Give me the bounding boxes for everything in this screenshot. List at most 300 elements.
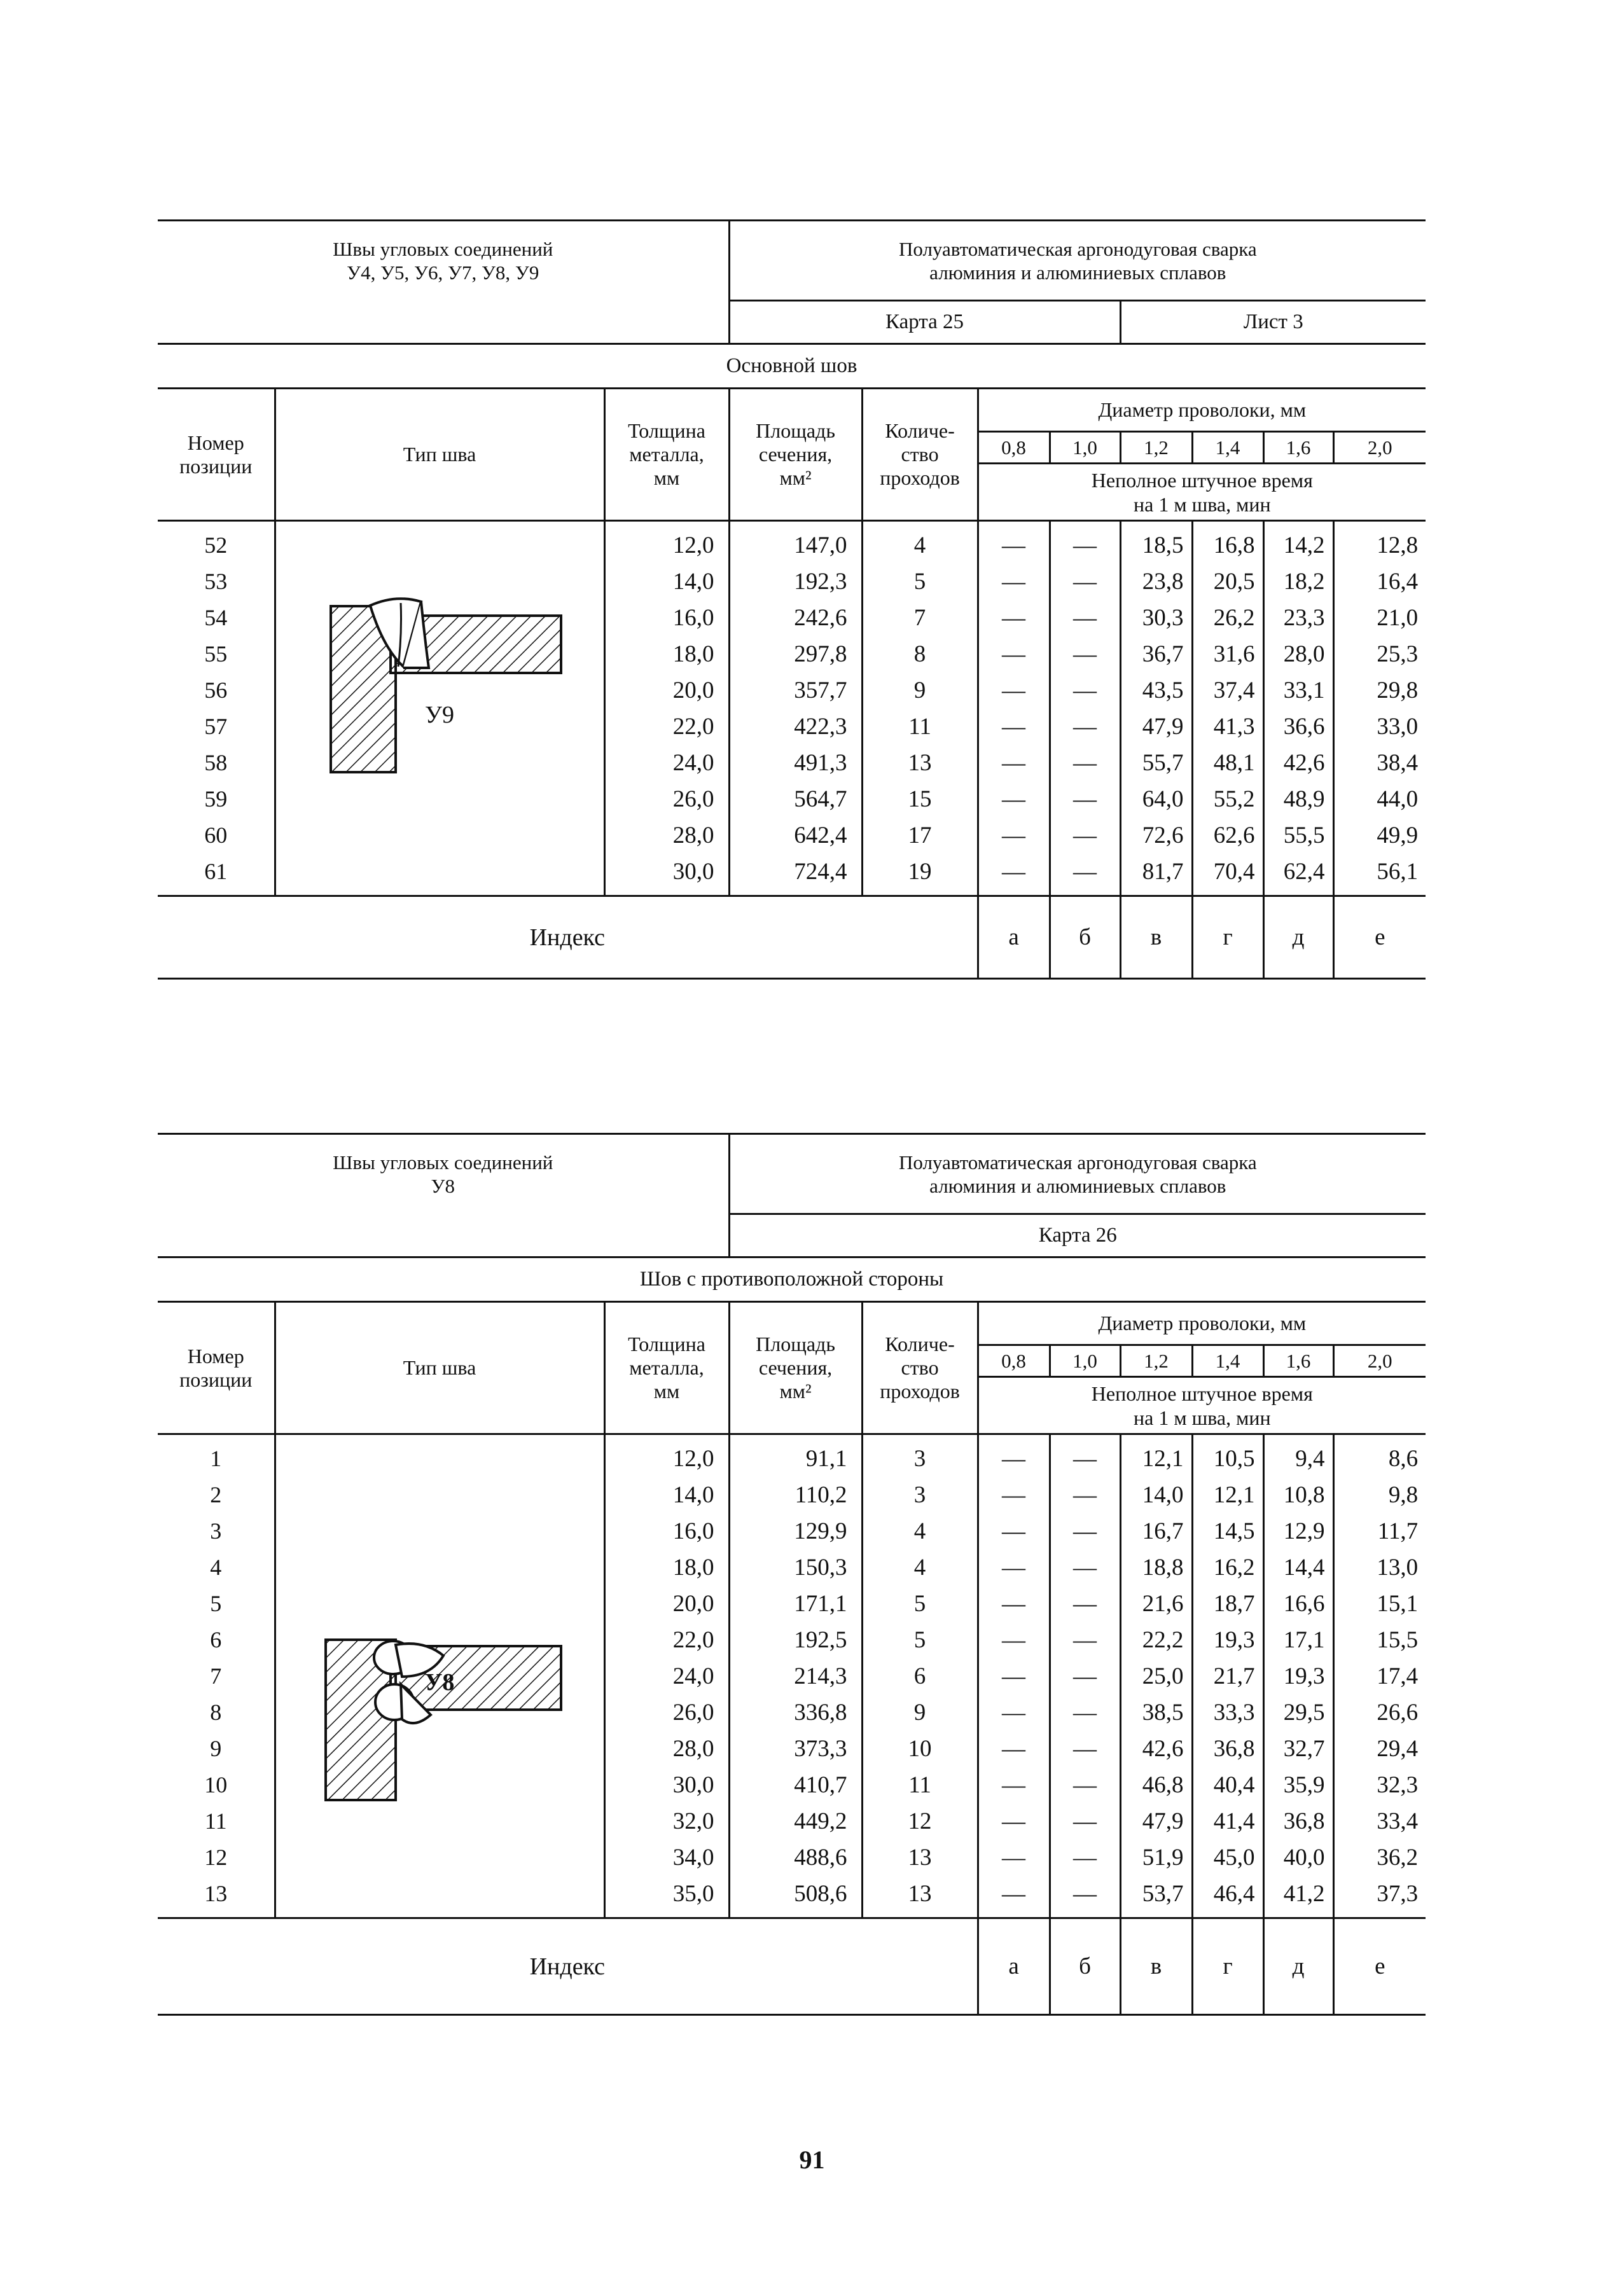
diameter-1-0: 1,0 [1050,432,1120,464]
table-cell: 12 [908,1808,932,1834]
table-cell: 13 [204,1880,228,1906]
table-cell: 53,7 [1142,1880,1184,1907]
table-cell: 18,8 [1142,1554,1184,1581]
table-cell: 129,9 [794,1518,847,1544]
area-column [729,521,862,896]
table-cell: 53 [204,568,228,594]
table-cell: 23,3 [1283,604,1325,631]
table-cell: 81,7 [1142,858,1184,885]
table-cell: 12,1 [1142,1445,1184,1472]
table-cell: 3 [913,1445,926,1472]
time-column-1-6 [1263,521,1333,896]
table-cell: 56 [204,677,228,703]
table-cell: 13,0 [1377,1554,1419,1581]
index-row [158,1918,1426,2015]
table-cell: 22,0 [672,1626,714,1653]
table-cell: 22,0 [672,713,714,740]
table-cell: 30,0 [672,858,714,885]
table-cell: 5 [210,1590,222,1616]
table-cell: 37,4 [1213,677,1255,703]
col-position-header: Номер позиции [158,1302,275,1434]
table-cell: 61 [204,858,228,884]
table-cell: 35,0 [672,1880,714,1907]
table-cell: 55,2 [1213,786,1255,812]
table-cell: 171,1 [794,1590,847,1617]
diameter-1-6: 1,6 [1263,432,1333,464]
table-cell: 9 [210,1735,222,1761]
table-cell: — [1073,1626,1097,1653]
table-cell: — [1002,1844,1026,1871]
col-position-header: Номер позиции [158,389,275,521]
table-cell: 14,0 [672,1481,714,1508]
position-column [158,1434,275,1918]
diameter-2-0: 2,0 [1333,1345,1426,1377]
table-cell: 33,1 [1283,677,1325,703]
table-cell: — [1002,1445,1026,1472]
table-cell: 147,0 [794,532,847,558]
table-cell: — [1002,1554,1026,1581]
table-cell: 14,0 [1142,1481,1184,1508]
table-cell: 373,3 [794,1735,847,1762]
table-cell: 30,0 [672,1771,714,1798]
table-cell: 110,2 [795,1481,847,1508]
table-cell: — [1002,822,1026,849]
table-cell: 26,2 [1213,604,1255,631]
table-cell: — [1002,1626,1026,1653]
card-25-table [158,219,1426,980]
card-25-number: Карта 25 [729,301,1120,344]
table-cell: — [1002,1699,1026,1726]
table-cell: 59 [204,786,228,812]
index-v: в [1120,1918,1192,2015]
table-cell: 12,0 [672,1445,714,1472]
time-column-1-2 [1120,521,1192,896]
weld-type-cell [275,521,604,896]
table-cell: 55 [204,641,228,667]
table-cell: 10,5 [1213,1445,1255,1472]
table-cell: 34,0 [672,1844,714,1871]
table-cell: 19,3 [1213,1626,1255,1653]
index-a: а [978,1918,1050,2015]
table-cell: 45,0 [1213,1844,1255,1871]
card-25-process-line1: Полуавтоматическая аргонодуговая сварка [898,237,1257,260]
table-cell: 5 [913,1590,926,1617]
table-cell: 18,0 [672,641,714,667]
table-cell: 242,6 [794,604,847,631]
table-cell: 33,4 [1377,1808,1419,1834]
table-cell: — [1073,641,1097,667]
table-cell: 13 [908,1844,932,1871]
weld-cross-section-icon [319,597,567,787]
table-cell: 20,0 [672,677,714,703]
table-cell: 42,6 [1142,1735,1184,1762]
col-passes-header: Количе- ство проходов [862,389,978,521]
table-cell: — [1073,713,1097,740]
table-cell: 5 [913,1626,926,1653]
table-cell: 14,4 [1283,1554,1325,1581]
table-cell: 16,0 [672,604,714,631]
table-cell: 491,3 [794,749,847,776]
table-cell: 16,6 [1283,1590,1325,1617]
table-cell: 8 [210,1699,222,1725]
table-cell: — [1002,713,1026,740]
table-cell: 32,0 [672,1808,714,1834]
table-cell: 62,6 [1213,822,1255,849]
table-cell: 17,4 [1377,1663,1419,1689]
table-cell: 18,0 [672,1554,714,1581]
table-cell: 26,6 [1377,1699,1419,1726]
index-e: е [1333,1918,1426,2015]
table-cell: 22,2 [1142,1626,1184,1653]
area-column [729,1434,862,1918]
table-cell: 15 [908,786,932,812]
table-cell: 9,8 [1388,1481,1419,1508]
table-cell: 24,0 [672,1663,714,1689]
table-cell: 8 [913,641,926,667]
table-cell: 3 [913,1481,926,1508]
table-cell: 19 [908,858,932,885]
table-cell: — [1073,1554,1097,1581]
table-cell: — [1073,1844,1097,1871]
card-26-seam-title-line1: Швы угловых соединений [333,1151,553,1174]
table-cell: 4 [913,1518,926,1544]
time-column-1-0 [1050,521,1120,896]
table-cell: 18,5 [1142,532,1184,558]
table-cell: — [1002,858,1026,885]
card-25 [158,219,1426,980]
table-cell: — [1073,822,1097,849]
card-26-data-block [158,1434,1426,1918]
table-cell: 12,8 [1377,532,1419,558]
index-b: б [1050,1918,1120,2015]
diameter-1-2: 1,2 [1120,432,1192,464]
table-cell: 12 [204,1844,228,1870]
card-25-process-line2: алюминия и алюминиевых сплавов [929,261,1226,284]
table-cell: 32,7 [1283,1735,1325,1762]
col-diameter-caption: Диаметр проволоки, мм [978,389,1426,432]
table-cell: 70,4 [1213,858,1255,885]
table-cell: 3 [210,1518,222,1544]
weld-cross-section-icon [319,1621,567,1811]
table-cell: 52 [204,532,228,558]
time-column-1-2 [1120,1434,1192,1918]
table-cell: 488,6 [794,1844,847,1871]
table-cell: 14,2 [1283,532,1325,558]
index-g: г [1192,896,1263,979]
table-cell: — [1002,568,1026,595]
index-label: Индекс [158,1918,978,2015]
table-cell: 28,0 [1283,641,1325,667]
table-cell: — [1002,532,1026,558]
table-cell: 11,7 [1377,1518,1419,1544]
table-cell: 44,0 [1377,786,1419,812]
index-b: б [1050,896,1120,979]
col-thickness-header: Толщина металла, мм [604,389,729,521]
card-26-seam-title-line2: У8 [431,1175,455,1198]
index-label: Индекс [158,896,978,979]
table-cell: — [1073,532,1097,558]
card-26-table [158,1133,1426,2016]
time-column-2-0 [1333,521,1426,896]
table-cell: 14,0 [672,568,714,595]
table-cell: 54 [204,604,228,630]
table-cell: — [1002,1808,1026,1834]
table-cell: — [1002,677,1026,703]
table-cell: 449,2 [794,1808,847,1834]
table-cell: 30,3 [1142,604,1184,631]
table-cell: 56,1 [1377,858,1419,885]
col-time-caption: Неполное штучное время на 1 м шва, мин [1091,468,1313,516]
col-diameter-caption: Диаметр проволоки, мм [978,1302,1426,1345]
table-cell: 9 [913,1699,926,1726]
thickness-column [604,1434,729,1918]
table-cell: 11 [204,1808,227,1834]
table-cell: 36,7 [1142,641,1184,667]
table-cell: — [1073,568,1097,595]
table-cell: 6 [913,1663,926,1689]
table-cell: 51,9 [1142,1844,1184,1871]
table-cell: 31,6 [1213,641,1255,667]
index-row [158,896,1426,979]
time-column-1-0 [1050,1434,1120,1918]
table-cell: 13 [908,1880,932,1907]
table-cell: 46,8 [1142,1771,1184,1798]
table-cell: 16,2 [1213,1554,1255,1581]
card-25-section-title: Основной шов [158,344,1426,389]
table-cell: — [1073,1590,1097,1617]
passes-column [862,1434,978,1918]
table-cell: 16,0 [672,1518,714,1544]
table-cell: — [1073,1481,1097,1508]
table-cell: 60 [204,822,228,848]
table-cell: 16,8 [1213,532,1255,558]
page-number: 91 [799,2145,825,2174]
table-cell: 46,4 [1213,1880,1255,1907]
table-cell: 41,2 [1283,1880,1325,1907]
table-cell: — [1073,677,1097,703]
table-cell: 21,6 [1142,1590,1184,1617]
table-cell: 38,4 [1377,749,1419,776]
table-cell: 58 [204,749,228,775]
table-cell: 17,1 [1283,1626,1325,1653]
table-cell: 35,9 [1283,1771,1325,1798]
table-cell: — [1073,604,1097,631]
table-cell: 40,0 [1283,1844,1325,1871]
table-cell: — [1002,1590,1026,1617]
table-cell: — [1002,604,1026,631]
table-cell: 23,8 [1142,568,1184,595]
table-cell: 12,0 [672,532,714,558]
card-25-sheet: Лист 3 [1120,301,1426,344]
table-cell: 150,3 [794,1554,847,1581]
table-cell: 33,3 [1213,1699,1255,1726]
table-cell: — [1002,1518,1026,1544]
table-cell: — [1073,1771,1097,1798]
table-cell: — [1002,1771,1026,1798]
table-cell: 16,4 [1377,568,1419,595]
table-cell: 7 [210,1663,222,1689]
diameter-1-0: 1,0 [1050,1345,1120,1377]
time-column-2-0 [1333,1434,1426,1918]
table-cell: 21,7 [1213,1663,1255,1689]
card-25-process-title [729,221,1426,301]
index-d: д [1263,1918,1333,2015]
card-25-seam-title-line2: У4, У5, У6, У7, У8, У9 [347,261,539,284]
table-cell: 19,3 [1283,1663,1325,1689]
table-cell: 7 [913,604,926,631]
table-cell: 36,2 [1377,1844,1419,1871]
time-column-1-4 [1192,521,1263,896]
table-cell: 21,0 [1377,604,1419,631]
table-cell: 15,1 [1377,1590,1419,1617]
card-26-process-line2: алюминия и алюминиевых сплавов [929,1174,1226,1197]
table-cell: 25,0 [1142,1663,1184,1689]
table-cell: — [1073,786,1097,812]
col-type-header: Тип шва [275,389,604,521]
table-cell: — [1073,1699,1097,1726]
table-cell: 642,4 [794,822,847,849]
card-25-seam-title [158,221,729,301]
card-26-process-line1: Полуавтоматическая аргонодуговая сварка [898,1151,1257,1174]
col-thickness-header: Толщина металла, мм [604,1302,729,1434]
diameter-1-4: 1,4 [1192,432,1263,464]
table-cell: 6 [210,1626,222,1652]
table-cell: — [1002,786,1026,812]
table-cell: — [1002,1663,1026,1689]
col-time-caption: Неполное штучное время на 1 м шва, мин [1091,1382,1313,1429]
table-cell: 422,3 [794,713,847,740]
table-cell: 29,5 [1283,1699,1325,1726]
card-25-data-block [158,521,1426,896]
diameter-0-8: 0,8 [978,432,1050,464]
table-cell: 1 [210,1445,222,1471]
table-cell: 4 [210,1554,222,1580]
diameter-1-4: 1,4 [1192,1345,1263,1377]
table-cell: 25,3 [1377,641,1419,667]
table-cell: 357,7 [794,677,847,703]
table-cell: 33,0 [1377,713,1419,740]
table-cell: 4 [913,1554,926,1581]
table-cell: 5 [913,568,926,595]
col-passes-header: Количе- ство проходов [862,1302,978,1434]
table-cell: 36,8 [1283,1808,1325,1834]
table-cell: 16,7 [1142,1518,1184,1544]
table-cell: 37,3 [1377,1880,1419,1907]
table-cell: 12,1 [1213,1481,1255,1508]
table-cell: 36,6 [1283,713,1325,740]
table-cell: 36,8 [1213,1735,1255,1762]
weld-type-label: У9 [425,701,454,728]
table-cell: 4 [913,532,926,558]
table-cell: 10 [908,1735,932,1762]
table-cell: — [1002,749,1026,776]
table-cell: 192,5 [794,1626,847,1653]
index-e: е [1333,896,1426,979]
table-cell: 32,3 [1377,1771,1419,1798]
table-cell: — [1073,1808,1097,1834]
table-cell: 8,6 [1388,1445,1419,1472]
table-cell: 410,7 [794,1771,847,1798]
table-cell: 11 [908,713,931,740]
table-cell: 2 [210,1481,222,1507]
time-column-0-8 [978,1434,1050,1918]
col-type-header: Тип шва [275,1302,604,1434]
table-cell: — [1073,1445,1097,1472]
table-cell: 40,4 [1213,1771,1255,1798]
table-cell: 38,5 [1142,1699,1184,1726]
diameter-1-2: 1,2 [1120,1345,1192,1377]
card-26-number: Карта 26 [729,1214,1426,1257]
table-cell: 508,6 [794,1880,847,1907]
card-26-seam-title [158,1134,729,1214]
table-cell: — [1002,1880,1026,1907]
diameter-1-6: 1,6 [1263,1345,1333,1377]
table-cell: 214,3 [794,1663,847,1689]
table-cell: 336,8 [794,1699,847,1726]
table-cell: — [1073,858,1097,885]
table-cell: 297,8 [794,641,847,667]
table-cell: 49,9 [1377,822,1419,849]
table-cell: 17 [908,822,932,849]
table-cell: 26,0 [672,786,714,812]
table-cell: — [1073,1663,1097,1689]
table-cell: — [1073,749,1097,776]
index-a: а [978,896,1050,979]
table-cell: 55,7 [1142,749,1184,776]
table-cell: 48,1 [1213,749,1255,776]
table-cell: 62,4 [1283,858,1325,885]
table-cell: 11 [908,1771,931,1798]
table-cell: 10 [204,1771,228,1798]
index-d: д [1263,896,1333,979]
col-area-header: Площадь сечения, мм² [729,389,862,521]
table-cell: 43,5 [1142,677,1184,703]
table-cell: 20,5 [1213,568,1255,595]
table-cell: 15,5 [1377,1626,1419,1653]
weld-type-cell [275,1434,604,1918]
table-cell: 26,0 [672,1699,714,1726]
index-g: г [1192,1918,1263,2015]
table-cell: 47,9 [1142,1808,1184,1834]
table-cell: 42,6 [1283,749,1325,776]
table-cell: 41,4 [1213,1808,1255,1834]
table-cell: — [1073,1735,1097,1762]
table-cell: 14,5 [1213,1518,1255,1544]
table-cell: 724,4 [794,858,847,885]
card-25-seam-title-line1: Швы угловых соединений [333,238,553,261]
time-column-0-8 [978,521,1050,896]
table-cell: 28,0 [672,822,714,849]
table-cell: 64,0 [1142,786,1184,812]
table-cell: 13 [908,749,932,776]
table-cell: 24,0 [672,749,714,776]
time-column-1-6 [1263,1434,1333,1918]
table-cell: — [1002,1735,1026,1762]
table-cell: 29,8 [1377,677,1419,703]
table-cell: 41,3 [1213,713,1255,740]
table-cell: — [1073,1518,1097,1544]
card-26-process-title [729,1134,1426,1214]
table-cell: 18,2 [1283,568,1325,595]
table-cell: 47,9 [1142,713,1184,740]
table-cell: 72,6 [1142,822,1184,849]
index-v: в [1120,896,1192,979]
time-column-1-4 [1192,1434,1263,1918]
table-cell: 91,1 [805,1445,847,1472]
table-cell: 18,7 [1213,1590,1255,1617]
diameter-0-8: 0,8 [978,1345,1050,1377]
card-26-section-title: Шов с противоположной стороны [158,1257,1426,1302]
